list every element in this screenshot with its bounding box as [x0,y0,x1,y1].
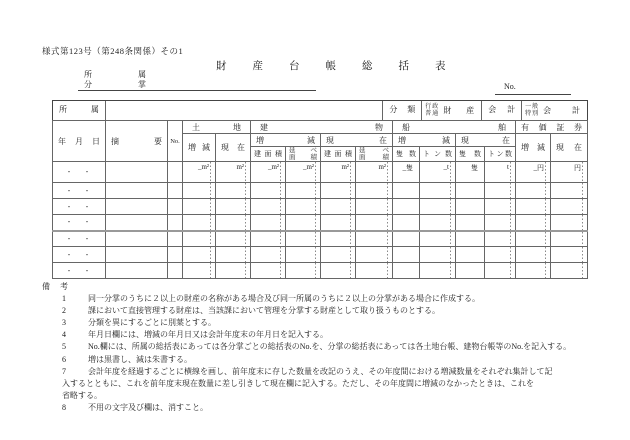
table-row [53,247,588,263]
ledger-grid [52,120,588,279]
summary-table [52,100,588,279]
securities-increase-header: 増減 [516,134,551,162]
summary-cell[interactable] [106,162,168,183]
unit-row [53,162,588,183]
account-type-cell [522,101,587,120]
ship-header: 船舶 [393,121,516,134]
account-type-options [525,104,539,117]
building-increase-area-unit-cell[interactable]: _m² [251,162,286,183]
affiliation-field-label [84,70,165,89]
date-cell[interactable]: ・ ・ [53,199,106,215]
remark-item-continuation: 入するとともに、これを前年度末現在数量に差し引きして現在欄に記入する。ただし、その年度間に増減のなかったときは、これを [62,378,534,388]
no-label: No. [504,82,516,91]
affiliation-label: 所 属 [84,70,165,79]
remark-item: 8 不用の文字及び欄は、消すこと。 [62,402,208,412]
ship-increase-header: 増減 [393,134,456,147]
remark-item: 6 増は黒書し、減は朱書する。 [62,354,192,364]
property-label: 財産 [443,106,475,115]
securities-current-header: 現在 [551,134,588,162]
no-cell[interactable] [168,183,183,199]
page-title: 財産台帳総括表 [216,61,472,72]
building-header: 建物 [251,121,393,134]
remark-item: 5 No.欄には、所属の総括表にあっては各分掌ごとの総括表のNo.を、分掌の総括表にあっては各土地台帳、建物台帳等のNo.を記入する。 [62,342,572,352]
land-current-header: 現在 [216,134,251,162]
account-header-cell: 会計 [482,101,522,120]
summary-column-header: 摘要 [106,121,168,162]
remark-item-continuation: 省略する。 [62,390,102,400]
no-cell[interactable] [168,199,183,215]
ship-increase-ton-unit-cell[interactable]: _t [420,162,456,183]
table-row [53,183,588,199]
tonnage-header: トン数 [485,147,516,162]
remark-item: 2 課において直接管理する財産は、当該課において管理を分掌する財産として取り扱うものとする。 [62,306,440,316]
remark-item: 1 同一分掌のうちに２以上の財産の名称がある場合及び同一所属のうちに２以上の分掌がある場合に作成する。 [62,294,480,304]
no-cell[interactable] [168,247,183,263]
building-current-area-unit-cell[interactable]: m² [321,162,356,183]
affiliation-fill-line[interactable] [78,90,316,91]
securities-header: 有価証券 [516,121,588,134]
table-top-row [52,100,588,120]
land-increase-header: 増減 [183,134,216,162]
date-cell[interactable]: ・ ・ [53,263,106,279]
date-cell[interactable]: ・ ・ [53,247,106,263]
date-column-header: 年月日 [53,121,106,162]
affiliation-value-cell[interactable] [106,101,383,120]
summary-cell[interactable] [106,263,168,279]
building-area-header: 建面積 [251,147,286,162]
property-type-options [425,104,439,117]
ordinary-option: 普通 [425,110,440,117]
account-label: 会計 [543,106,580,115]
affiliation-header-cell: 所属 [53,101,106,120]
ship-current-count-unit-cell[interactable]: 隻 [456,162,485,183]
special-option: 特別 [525,110,540,117]
building-increase-header: 増減 [251,134,321,147]
no-column-header: No. [168,121,183,162]
date-cell[interactable]: ・ ・ [53,231,106,247]
remarks-heading: 備考 [42,282,78,291]
building-area-header: 建面積 [321,147,356,162]
ship-current-header: 現在 [456,134,516,147]
ship-count-header: 隻数 [393,147,420,162]
ship-count-header: 隻数 [456,147,485,162]
table-row [53,263,588,279]
land-current-unit-cell[interactable]: m² [216,162,251,183]
table-row [53,215,588,231]
building-increase-floor-unit-cell[interactable]: _m² [286,162,321,183]
remark-item: 3 分類を異にするごとに別葉とする。 [62,318,216,328]
remarks-section [42,281,598,414]
securities-increase-unit-cell[interactable]: _円 [516,162,551,183]
date-cell[interactable]: ・ ・ [53,183,106,199]
building-current-header: 現在 [321,134,393,147]
summary-cell[interactable] [106,183,168,199]
classification-header-cell: 分類 [383,101,422,120]
table-row [53,231,588,247]
tonnage-header: トン数 [420,147,456,162]
land-increase-unit-cell[interactable]: _m² [183,162,216,183]
land-header: 土地 [183,121,251,134]
floor-area-header: 延べ 面積 [286,147,321,162]
no-cell[interactable] [168,263,183,279]
summary-cell[interactable] [106,215,168,231]
admin-option: 行政 [425,104,440,110]
building-current-floor-unit-cell[interactable]: m² [356,162,393,183]
property-type-cell [422,101,482,120]
securities-current-unit-cell[interactable]: 円 [551,162,588,183]
table-row [53,199,588,215]
remark-item: 4 年月日欄には、増減の年月日又は会計年度末の年月日を記入する。 [62,330,328,340]
ship-current-ton-unit-cell[interactable]: t [485,162,516,183]
summary-cell[interactable] [106,199,168,215]
form-number: 様式第123号（第248条関係）その1 [42,46,184,56]
division-label: 分 掌 [84,79,165,89]
summary-cell[interactable] [106,231,168,247]
date-cell[interactable]: ・ ・ [53,162,106,183]
general-option: 一般 [525,104,540,110]
summary-cell[interactable] [106,247,168,263]
no-cell[interactable] [168,162,183,183]
floor-area-header: 延べ 面積 [356,147,393,162]
no-cell[interactable] [168,231,183,247]
date-cell[interactable]: ・ ・ [53,215,106,231]
remark-item: 7 会計年度を経過するごとに横線を画し、前年度末に存した数量を改記のうえ、その年度間における増減数量をそれぞれ集計して記 [62,366,553,376]
no-fill-line[interactable] [495,82,571,95]
ship-increase-count-unit-cell[interactable]: _隻 [393,162,420,183]
no-cell[interactable] [168,215,183,231]
